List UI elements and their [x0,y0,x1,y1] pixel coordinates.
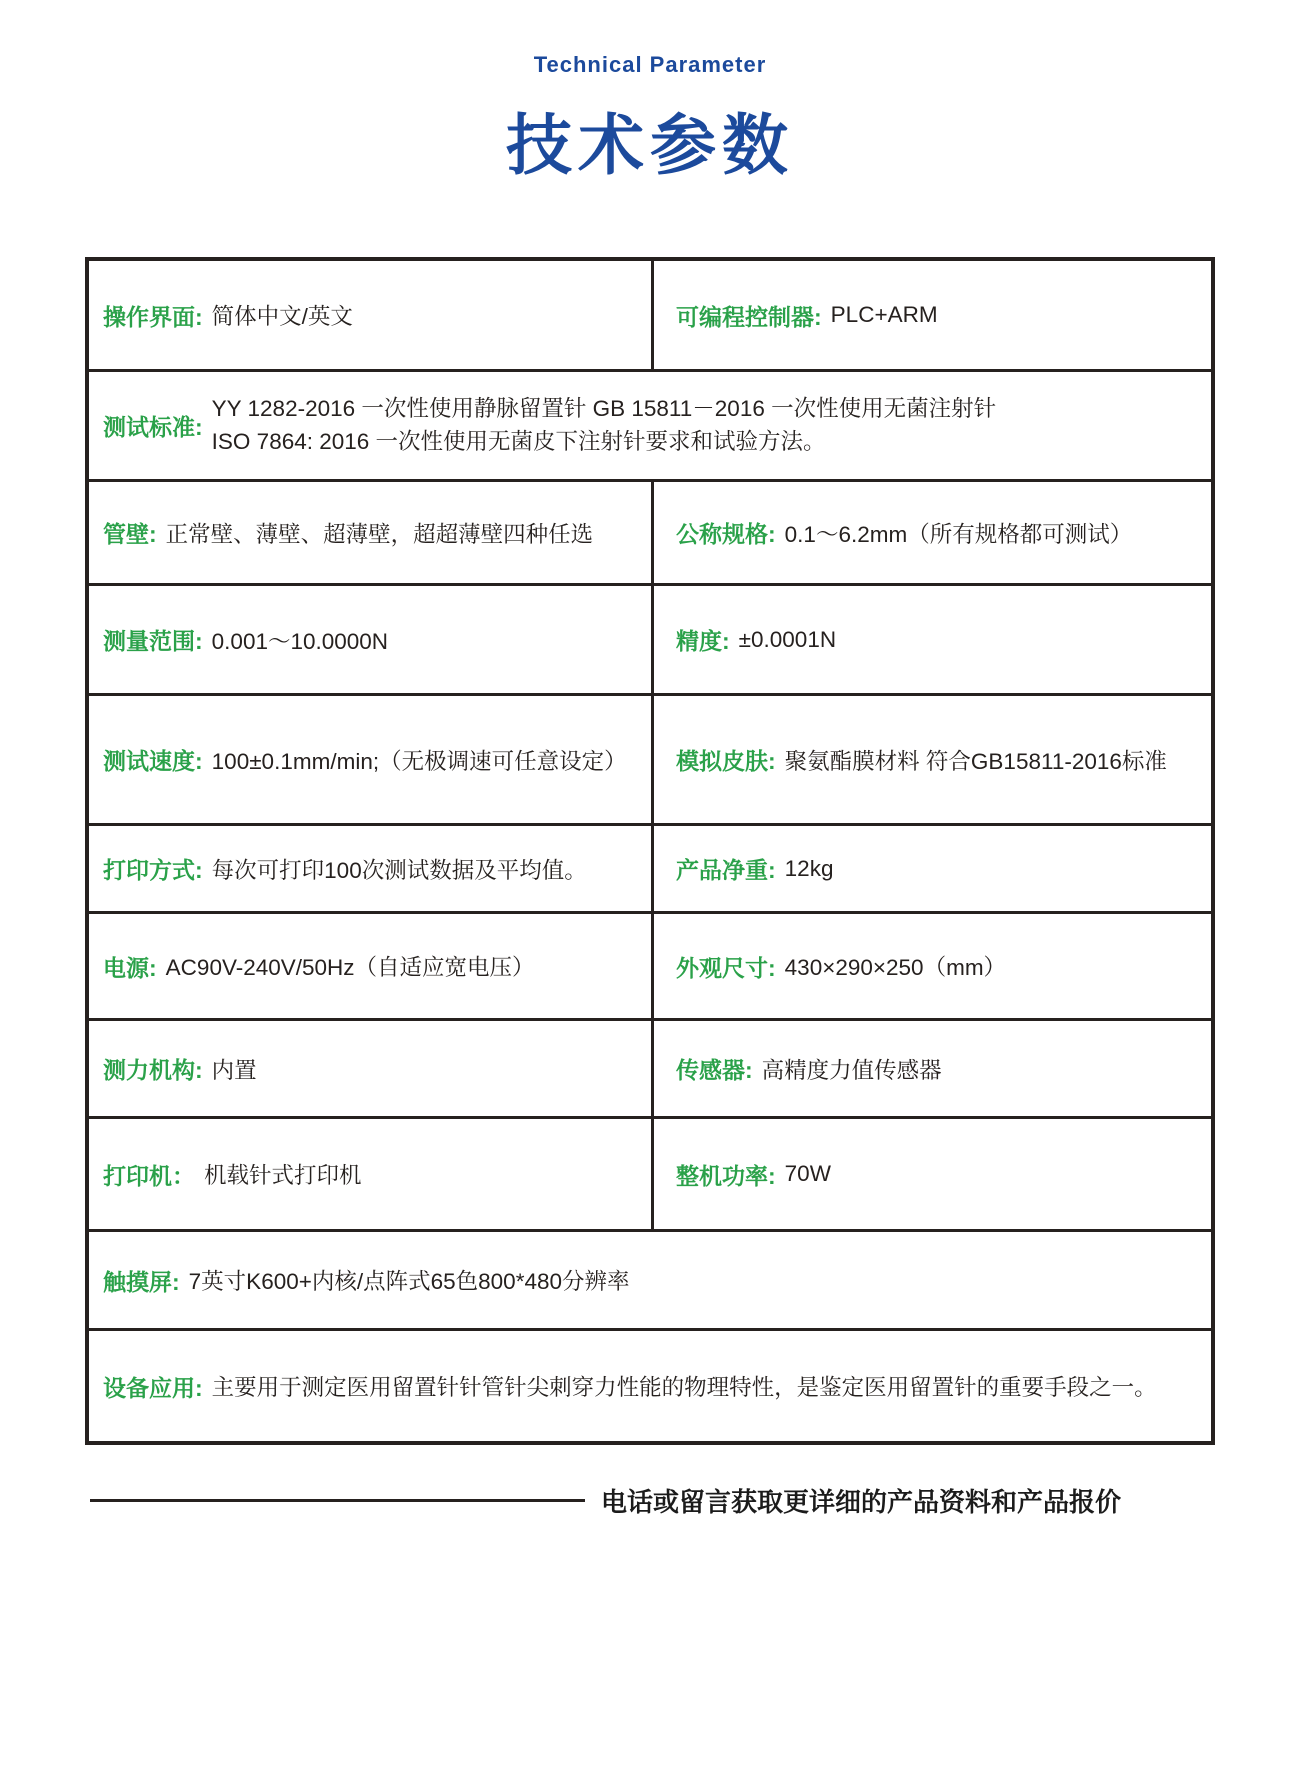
cell-total-power [654,1119,1211,1229]
row-test-standard [89,369,1211,479]
cell-nominal-spec [654,482,1211,583]
footer-rule-line [90,1499,585,1502]
footer-contact [90,1482,1210,1519]
cell-simulated-skin [654,696,1211,823]
param-value: 机载针式打印机 [204,1163,362,1188]
cell-operation-interface [89,261,654,369]
param-value: 70W [784,1161,831,1186]
param-value: 简体中文/英文 [211,304,353,329]
param-label: 打印机： [103,1162,195,1189]
param-label: 测试速度: [103,748,203,774]
cell-printer [89,1119,654,1229]
cell-programmable-controller [654,261,1211,369]
param-value: 430×290×250（mm） [784,955,1007,980]
param-label: 测试标准: [103,414,203,440]
param-value-lines [212,393,996,458]
row-power [89,911,1211,1018]
param-value: 聚氨酯膜材料 符合GB15811-2016标准 [784,748,1167,774]
row-force-mechanism [89,1018,1211,1116]
param-value-line2: ISO 7864: 2016 一次性使用无菌皮下注射针要求和试验方法。 [211,428,826,454]
cell-sensor [654,1021,1211,1116]
parameter-table [85,257,1215,1445]
page-header [0,52,1300,187]
param-value: 主要用于测定医用留置针针管针尖刺穿力性能的物理特性，是鉴定医用留置针的重要手段之一。 [211,1375,1157,1400]
param-value: ±0.0001N [738,626,837,652]
cell-net-weight [654,826,1211,911]
param-value: AC90V-240V/50Hz（自适应宽电压） [165,955,535,980]
param-label: 公称规格: [676,521,776,547]
param-label: 操作界面: [103,303,203,330]
param-label: 测量范围: [103,628,203,654]
param-value: 7英寸K600+内核/点阵式65色800*480分辨率 [188,1269,630,1294]
param-value: 0.001～10.0000N [211,628,389,654]
param-label: 传感器: [676,1057,753,1083]
row-measure-range [89,583,1211,693]
subtitle-english: Technical Parameter [533,52,767,77]
param-label: 打印方式: [103,857,203,883]
param-label: 模拟皮肤: [676,748,776,774]
param-value: 高精度力值传感器 [761,1057,942,1083]
row-print-mode [89,823,1211,911]
param-value: 12kg [784,855,834,881]
param-value: 正常壁、薄壁、超薄壁，超超薄壁四种任选 [165,521,594,547]
param-label: 电源: [103,954,157,981]
footer-contact-text: 电话或留言获取更详细的产品资料和产品报价 [601,1487,1122,1517]
row-touchscreen [89,1229,1211,1328]
param-value: PLC+ARM [830,302,938,327]
param-label: 可编程控制器: [676,303,822,330]
cell-test-speed [89,696,654,823]
cell-touchscreen [89,1232,1211,1328]
param-label: 管壁: [103,521,157,547]
param-value-line1: YY 1282-2016 一次性使用静脉留置针 GB 15811－2016 一次性使用无菌注射针 [211,395,997,421]
cell-print-mode [89,826,654,911]
param-label: 精度: [676,628,730,654]
cell-test-standard [89,372,1211,479]
param-label: 产品净重: [676,857,776,883]
cell-power [89,914,654,1018]
param-value: 100±0.1mm/min;（无极调速可任意设定） [211,748,627,774]
cell-measure-range [89,586,654,693]
cell-force-mechanism [89,1021,654,1116]
cell-accuracy [654,586,1211,693]
param-value: 内置 [211,1057,257,1083]
row-test-speed [89,693,1211,823]
cell-application [89,1331,1211,1441]
param-label: 设备应用: [103,1374,203,1401]
param-label: 整机功率: [676,1162,776,1189]
param-label: 触摸屏: [103,1268,180,1295]
param-value: 每次可打印100次测试数据及平均值。 [211,857,587,883]
param-label: 测力机构: [103,1057,203,1083]
row-printer [89,1116,1211,1229]
param-value: 0.1～6.2mm（所有规格都可测试） [784,521,1133,547]
cell-tube-wall [89,482,654,583]
row-application [89,1328,1211,1441]
page-title: 技术参数 [506,108,794,182]
row-tube-wall [89,479,1211,583]
param-label: 外观尺寸: [676,954,776,981]
row-operation-interface [89,261,1211,369]
cell-dimensions [654,914,1211,1018]
